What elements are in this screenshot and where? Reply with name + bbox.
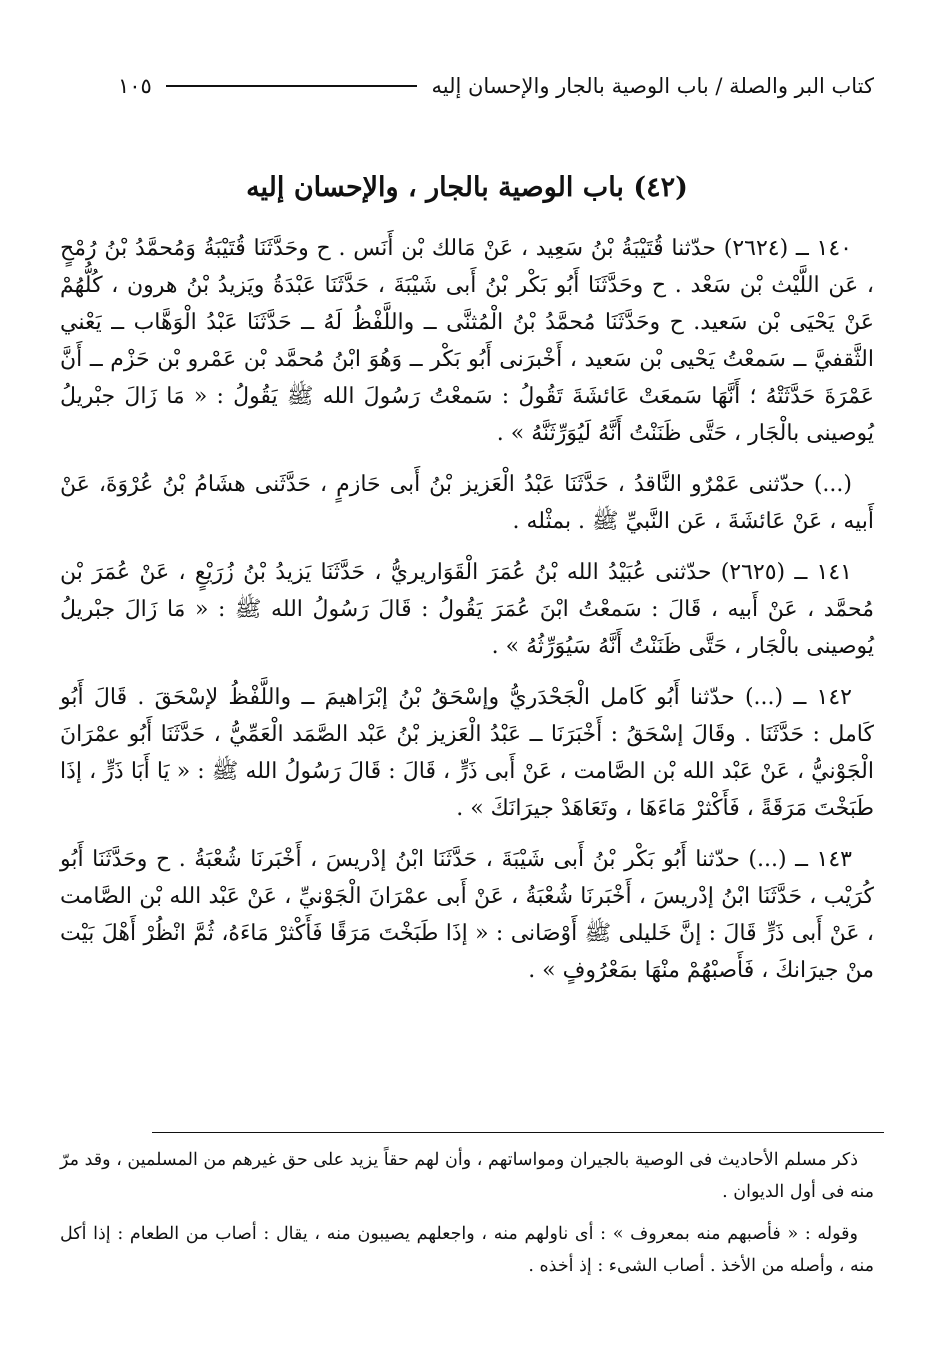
chapter-heading: (٤٢) باب الوصية بالجار ، والإحسان إليه (246, 172, 688, 203)
hadith-paragraph: (...) حدّثنى عَمْرٌو النَّاقدُ ، حَدَّثَنَا عَبْدُ الْعَزيز بْنُ أَبى حَازمٍ ، حَدَّثَنى هشَامُ بْنُ عُرْوَةَ، عَنْ أَبيه ، عَنْ عَائشَةَ ، عَن النَّبيِّ ﷺ . بمثْله . (60, 472, 874, 534)
hadith-paragraph: ١٤٢ ــ (...) حدّثنا أَبُو كَامل الْجَحْدَريُّ وإسْحَقُ بْنُ إبْرَاهيمَ ــ واللَّفْظُ لإسْحَقَ . قَالَ أَبُو كَامل : حَدَّثَنَا . وقَالَ إسْحَقُ : أَخْبَرَنَا ــ عَبْدُ الْعَزيز بْنُ عَبْد الصَّمَد الْعَمِّيُّ ، حَدَّثَنَا أَبُو عمْرَانَ الْجَوْنيُّ ، عَنْ عَبْد الله بْن الصَّامت ، عَنْ أَبى ذَرٍّ ، قَالَ : قَالَ رَسُولُ الله ﷺ : « يَا أَبَا ذَرٍّ ، إذَا طَبَخْتَ مَرَقَةً ، فَأَكْثرْ مَاءَهَا ، وتَعَاهَدْ جيرَانَكَ » . (60, 685, 874, 821)
footnote-paragraph: ذكر مسلم الأحاديث فى الوصية بالجيران ومواساتهم ، وأن لهم حقاً يزيد على حق غيرهم من المسلمين ، وقد مرّ منه فى أول الديوان . (60, 1150, 874, 1202)
hadith-paragraph: ١٤١ ــ (٢٦٢٥) حدّثنى عُبَيْدُ الله بْنُ عُمَرَ الْقَوَاريريُّ ، حَدَّثَنَا يَزيدُ بْنُ زُرَيْعٍ ، عَنْ عُمَرَ بْن مُحمَّد ، عَنْ أَبيه ، قَالَ : سَمعْتُ ابْنَ عُمَرَ يَقُولُ : قَالَ رَسُولُ الله ﷺ : « مَا زَالَ جبْريلُ يُوصينى بالْجَار ، حَتَّى ظَنَنْتُ أَنَّهُ سَيُوَرِّثُهُ » . (60, 560, 874, 659)
hadith-paragraph: ١٤٠ ــ (٢٦٢٤) حدّثنا قُتَيْبَةُ بْنُ سَعِيد ، عَنْ مَالك بْن أَنَس . ح وحَدَّثَنَا قُتَيْبَةُ وَمُحمَّدُ بْنُ رُمْحٍ ، عَن اللَّيْث بْن سَعْد . ح وحَدَّثَنَا أَبُو بَكْر بْنُ أَبى شَيْبَةَ ، حَدَّثَنَا عَبْدَةُ ويَزيدُ بْنُ هرون ، كُلُّهُمْ عَنْ يَحْيَى بْن سَعيد. ح وحَدَّثَنَا مُحمَّدُ بْنُ الْمُثنَّى ــ واللَّفْظُ لَهُ ــ حَدَّثَنَا عَبْدُ الْوَهَّاب ــ يَعْني الثَّقفيَّ ــ سَمعْتُ يَحْيى بْن سَعيد ، أَخْبرَنى أَبُو بَكْر ــ وَهُوَ ابْنُ مُحمَّد بْن عَمْرو بْن حَزْم ــ أَنَّ عَمْرَةَ حَدَّثَتْهُ ؛ أَنَّهَا سَمعَتْ عَائشَةَ تَقُولُ : سَمعْتُ رَسُولَ الله ﷺ يَقُولُ : « مَا زَالَ جبْريلُ يُوصينى بالْجَار ، حَتَّى ظَنَنْتُ أَنَّهُ لَيُوَرِّثَنَّهُ » . (60, 236, 874, 446)
hadith-paragraph: ١٤٣ ــ (...) حدّثنا أَبُو بَكْر بْنُ أَبى شَيْبَةَ ، حَدَّثَنَا ابْنُ إدْريسَ ، أَخْبَرنَا شُعْبَةُ . ح وحَدَّثَنَا أَبُو كُرَيْب ، حَدَّثَنَا ابْنُ إدْريسَ ، أَخْبَرنَا شُعْبَةُ ، عَنْ أَبى عمْرَانَ الْجَوْنيِّ ، عَنْ عَبْد الله بْن الصَّامت ، عَنْ أَبى ذَرٍّ قَالَ : إنَّ خَليلى ﷺ أَوْصَانى : « إذَا طَبَخْتَ مَرَقًا فَأَكْثرْ مَاءَهُ، ثُمَّ انْظُرْ أَهْلَ بَيْت منْ جيرَانكَ ، فَأَصبْهُمْ منْهَا بمَعْرُوفٍ » . (60, 847, 874, 983)
page-number: ١٠٥ (118, 74, 152, 98)
footnote-paragraph: وقوله : « فأصبهم منه بمعروف » : أى ناولهم منه ، واجعلهم يصيبون منه ، يقال : أصاب من الطعام : إذا أكل منه ، وأصله من الأخذ . أصاب الشىء : إذ أخذه . (60, 1224, 874, 1276)
running-head-title: كتاب البر والصلة / باب الوصية بالجار والإحسان إليه (431, 74, 874, 98)
running-head-rule (166, 85, 418, 87)
running-head (118, 66, 874, 106)
footnote-divider (152, 1132, 884, 1133)
hadith-text (60, 230, 874, 1003)
footnotes (60, 1144, 874, 1292)
